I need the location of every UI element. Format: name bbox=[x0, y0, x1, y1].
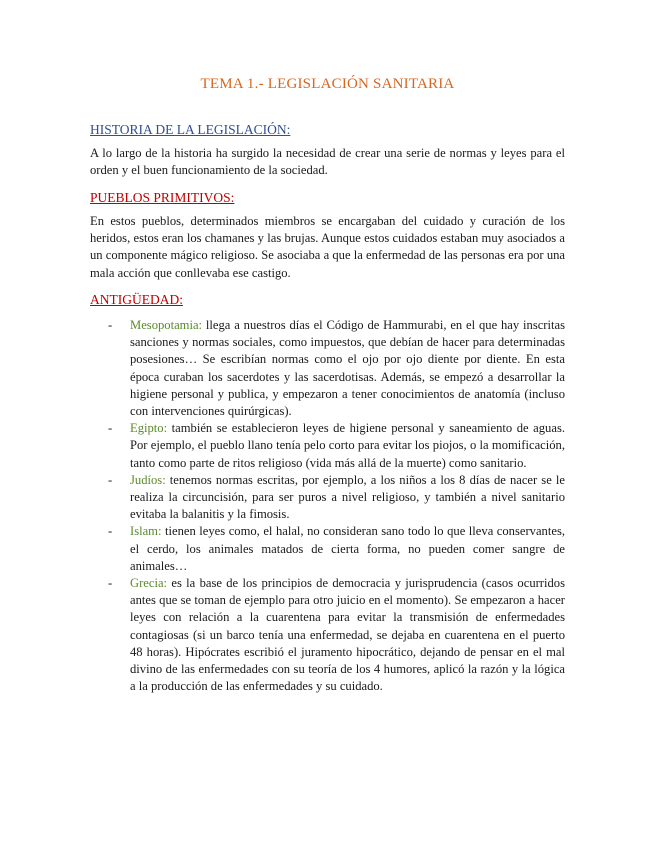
list-item-islam bbox=[108, 523, 565, 575]
list-bullet: - bbox=[108, 576, 113, 591]
term-judios: Judíos: bbox=[130, 472, 166, 487]
term-mesopotamia: Mesopotamia: bbox=[130, 318, 203, 332]
heading-antiguedad: ANTIGÜEDAD: bbox=[90, 292, 183, 307]
list-bullet: - bbox=[108, 472, 113, 487]
text-mesopotamia: llega a nuestros días el Código de Hammurabi, en el que hay inscritas sanciones y normas sociales, como impuestos, que debían de hacer para determinadas posesiones… Se escribían normas como el ojo por ojo diente por diente. En esta época curaban los sacerdotes y las sacerdotisas. Además, se empezó a desarrollar la higiene personal y publica, y empezaron a tener conocimientos de anatomía (incluso con intervenciones quirúrgicas). bbox=[130, 318, 565, 419]
heading-pueblos-primitivos: PUEBLOS PRIMITIVOS: bbox=[90, 190, 235, 205]
antiguedad-list bbox=[108, 317, 565, 695]
list-bullet: - bbox=[108, 524, 113, 539]
list-item-judios bbox=[108, 472, 565, 524]
text-islam: tienen leyes como, el halal, no consideran sano todo lo que lleva conservantes, el cerdo, los animales matados de cierta forma, no pueden comer sangre de animales… bbox=[130, 524, 565, 573]
list-bullet: - bbox=[108, 318, 113, 332]
paragraph-historia: A lo largo de la historia ha surgido la necesidad de crear una serie de normas y leyes para el orden y el buen funcionamiento de la sociedad. bbox=[90, 146, 565, 178]
list-item-grecia bbox=[108, 575, 565, 695]
paragraph-pueblos-primitivos: En estos pueblos, determinados miembros se encargaban del cuidado y curación de los heridos, estos eran los chamanes y las brujas. Aunque estos cuidados estaban muy asociados a un componente mágico religioso. Se asociaba a que la enfermedad de las personas era por una mala acción que conllevaba ese castigo. bbox=[90, 214, 565, 280]
term-islam: Islam: bbox=[130, 524, 162, 539]
list-bullet: - bbox=[108, 421, 113, 436]
document-title: TEMA 1.- LEGISLACIÓN SANITARIA bbox=[200, 76, 455, 92]
text-egipto: también se establecieron leyes de higiene personal y saneamiento de aguas. Por ejemplo, el pueblo llano tenía pelo corto para evitar los piojos, o la momificación, tanto como parte de ritos religioso (vida más allá de la muerte) como sanitario. bbox=[130, 421, 565, 470]
list-item-egipto bbox=[108, 420, 565, 472]
text-judios: tenemos normas escritas, por ejemplo, a los niños a los 8 días de nacer se le realiza la circuncisión, para ser puros a nivel religioso, y también a nivel sanitario evitaba la balanitis y la fimosis. bbox=[130, 472, 565, 522]
term-grecia: Grecia: bbox=[130, 576, 168, 591]
list-item-mesopotamia bbox=[108, 317, 565, 420]
text-grecia: es la base de los principios de democracia y jurisprudencia (casos ocurridos antes que se toman de ejemplo para otro juicio en el momento). Se empezaron a hacer leyes con relación a la cuarentena para evitar la transmisión de enfermedades contagiosas (si un barco tenía una enfermedad, se dejaba en cuarentena en el puerto 48 horas). Hipócrates escribió el juramento hipocrático, dejando de pensar en el mal divino de las enfermedades con su teoría de los 4 humores, aplicó la razón y la lógica a la producción de las enfermedades y su cuidado. bbox=[130, 576, 565, 694]
term-egipto: Egipto: bbox=[130, 421, 168, 436]
heading-historia-legislacion: HISTORIA DE LA LEGISLACIÓN: bbox=[90, 122, 291, 137]
